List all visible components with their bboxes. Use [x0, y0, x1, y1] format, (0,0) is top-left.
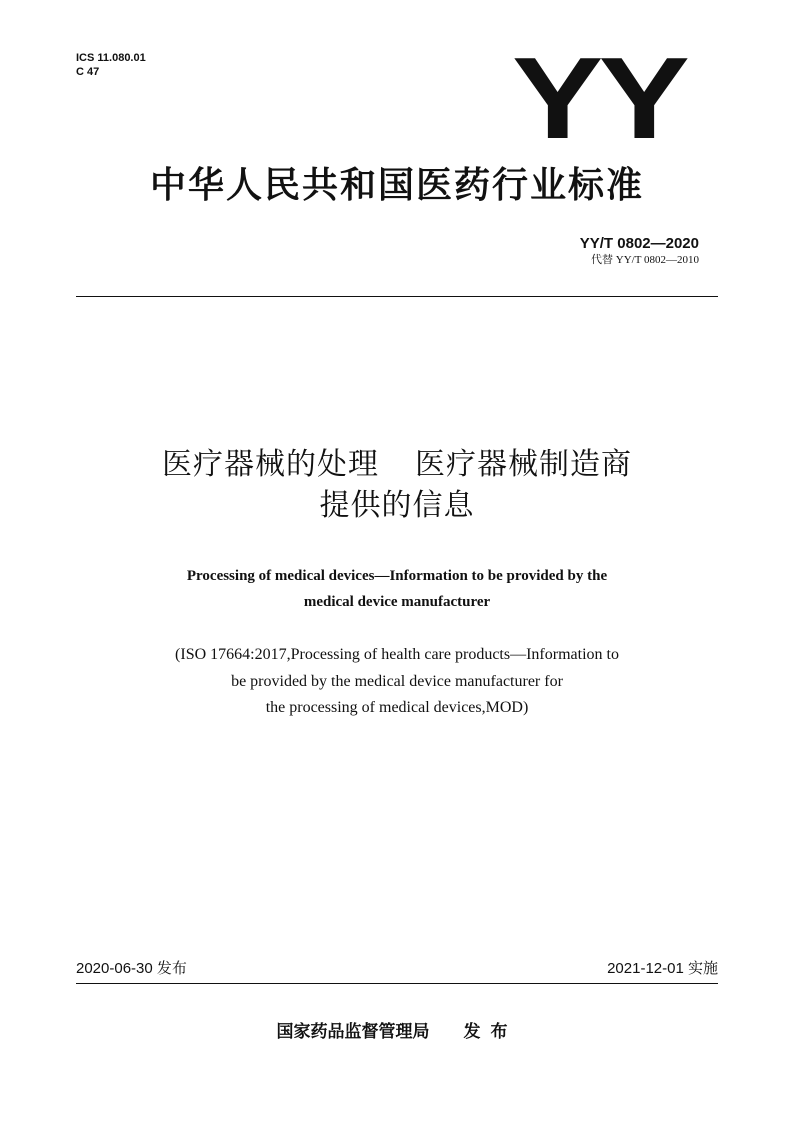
publish-label: 发布 [463, 1022, 518, 1042]
standard-number-block [580, 235, 699, 267]
yy-logo: YY [512, 33, 686, 163]
footer-divider [76, 983, 718, 984]
ccs-code: C 47 [76, 66, 100, 78]
issuer-name: 国家药品监督管理局 [276, 1022, 430, 1042]
english-title [76, 563, 718, 615]
standard-number: YY/T 0802—2020 [579, 235, 699, 252]
standard-category-title: 中华人民共和国医药行业标准 [149, 165, 644, 206]
chinese-title-part-a: 医疗器械的处理 [162, 447, 379, 482]
publish-date: 2020-06-30 发布 [76, 960, 187, 977]
replaces-standard: 代替 YY/T 0802—2010 [591, 254, 699, 266]
chinese-title-part-b: 医疗器械制造商 [415, 447, 632, 482]
iso-reference [76, 642, 718, 722]
english-title-line2: medical device manufacturer [303, 594, 491, 610]
english-title-line1: Processing of medical devices—Information to be provided by the [186, 568, 608, 584]
chinese-title-line2: 提供的信息 [319, 488, 475, 523]
classification-codes [76, 51, 146, 79]
chinese-title [76, 444, 718, 526]
iso-reference-line2: be provided by the medical device manufacturer for [231, 672, 563, 690]
iso-reference-line1: (ISO 17664:2017,Processing of health care products—Information to [175, 646, 619, 663]
effective-date: 2021-12-01 实施 [607, 960, 718, 977]
ics-code: ICS 11.080.01 [76, 52, 146, 64]
iso-reference-line3: the processing of medical devices,MOD) [265, 699, 529, 716]
header-divider [76, 296, 718, 297]
issuer-line [76, 1020, 718, 1044]
